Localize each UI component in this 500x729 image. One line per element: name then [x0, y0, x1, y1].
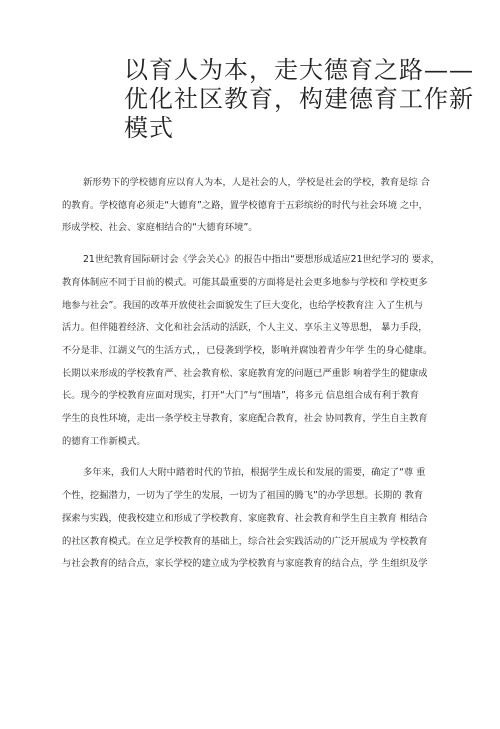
text-line: 与社会教育的结合点，家长学校的建立成为学校教育与家庭教育的结合点，学 生组织及学 [62, 558, 428, 570]
title-line: 以育人为本，走大德育之路—— [124, 56, 474, 84]
text-line: 个性，挖掘潜力，一切为了学生的发展，一切为了祖国的腾飞”的办学思想。长期的 教育 [62, 490, 424, 502]
text-line: 活力。但伴随着经济、文化和社会活动的活跃，个人主义、享乐主义等思想， 暴力手段， [62, 322, 428, 334]
text-line: 形成学校、社会、家庭相结合的“大德育环境”。 [62, 222, 258, 234]
document-body [62, 172, 446, 585]
paragraph [62, 249, 446, 453]
text-line: 长期以来形成的学校教育严、社会教育松、家庭教育宠的问题已严重影 响着学生的健康成 [62, 367, 428, 379]
text-line: 教育体制应不同于目前的模式。可能其最重要的方面将是社会更多地参与学校和 学校更多 [62, 276, 428, 288]
text-line: 21世纪教育国际研讨会《学会关心》的报告中指出“要想形成适应21世纪学习的 要求， [83, 254, 440, 266]
text-line: 多年来，我们人大附中踏着时代的节拍，根据学生成长和发展的需要，确定了“尊 重 [83, 467, 426, 479]
text-line: 探索与实践，使我校建立和形成了学校教育、家庭教育、社会教育和学生自主教育 相结合 [62, 512, 428, 524]
text-line: 学生的良性环境，走出一条学校主导教育，家庭配合教育，社会 协同教育，学生自主教育 [62, 413, 428, 425]
paragraph [62, 172, 446, 240]
paragraph [62, 462, 446, 576]
text-line: 新形势下的学校德育应以育人为本，人是社会的人，学校是社会的学校，教育是综 合 [83, 177, 430, 188]
text-line: 的德育工作新模式。 [62, 435, 146, 447]
document-title [124, 56, 474, 143]
text-line: 地参与社会”。我国的改革开放使社会面貌发生了巨大变化，也给学校教育注 入了生机与 [62, 299, 424, 311]
title-line: 优化社区教育，构建德育工作新 [124, 85, 474, 113]
text-line: 的教育。学校德育必须走“大德育”之路，置学校德育于五彩缤纷的时代与社会环境 之中， [62, 199, 428, 211]
title-line: 模式 [124, 114, 174, 142]
text-line: 不分是非、江湖义气的生活方式，，已侵袭到学校，影响并腐蚀着青少年学 生的身心健康。 [62, 344, 433, 356]
text-line: 的社区教育模式。在立足学校教育的基础上，综合社会实践活动的广泛开展成为 学校教育 [62, 535, 428, 547]
text-line: 长。现今的学校教育应面对现实，打开“大门”与“围墙”，将多元 信息组合成有利于教育 [62, 390, 419, 402]
